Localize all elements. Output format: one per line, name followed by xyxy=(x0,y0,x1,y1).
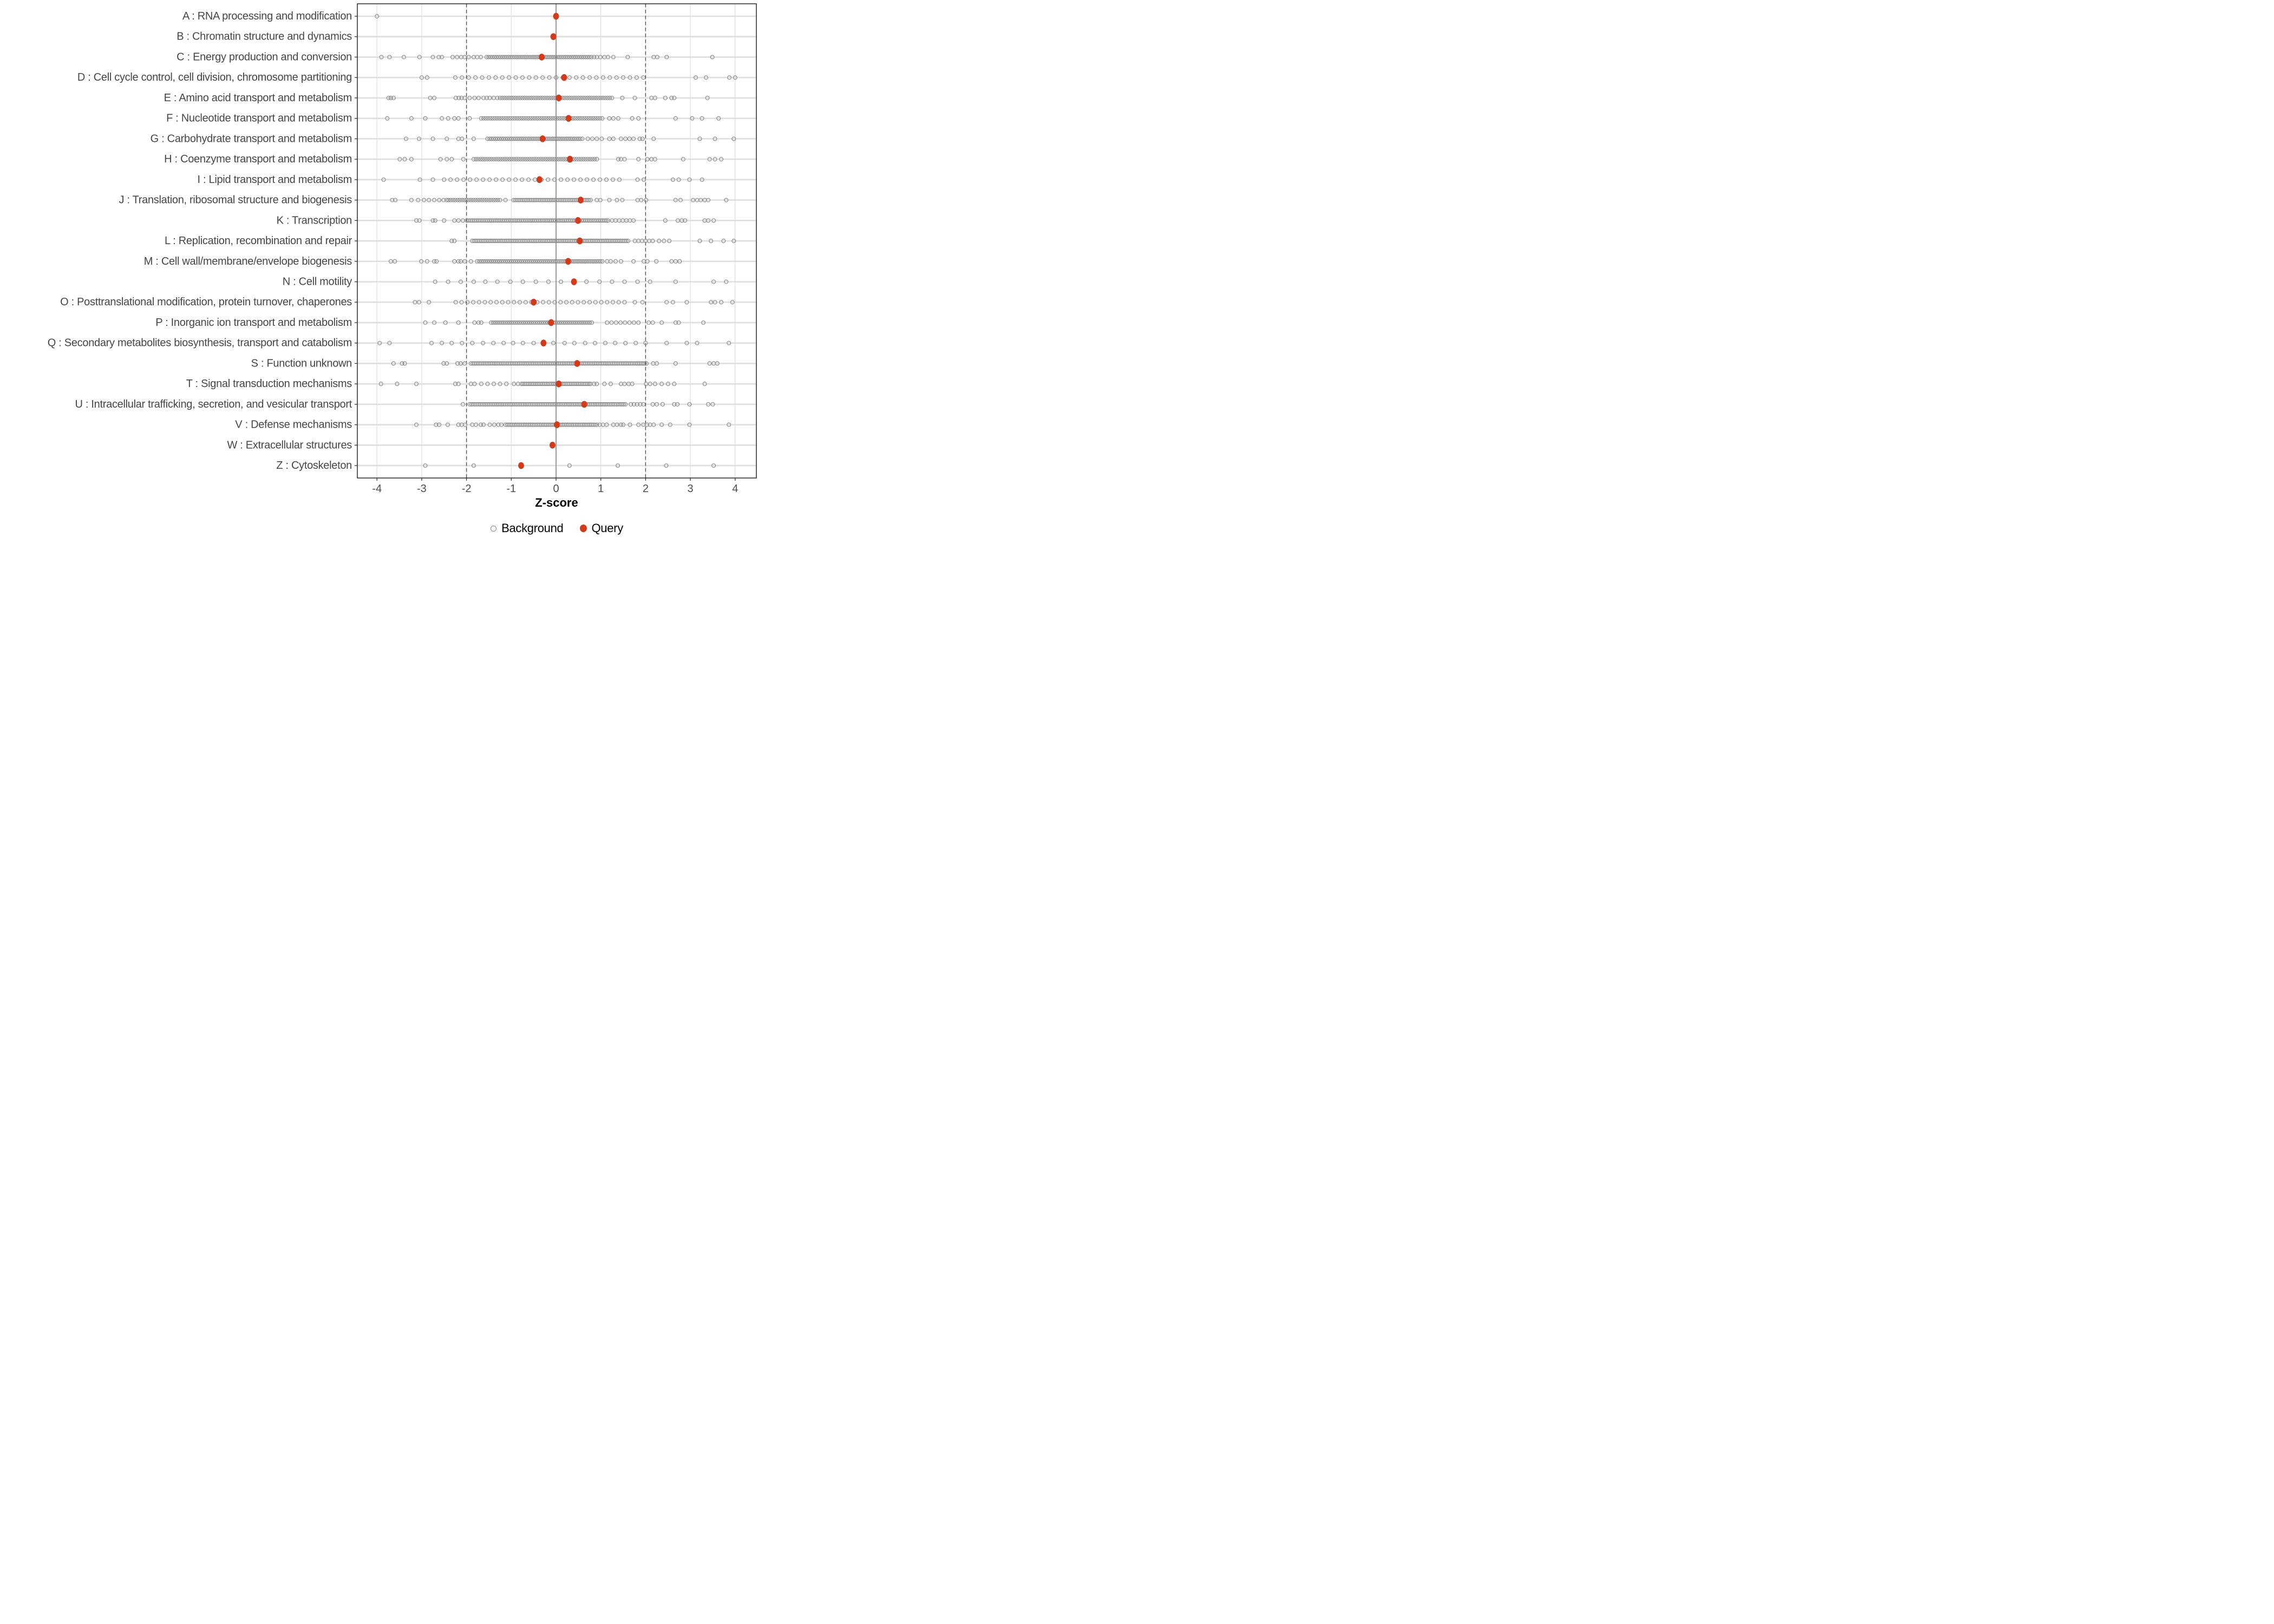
query-point-J xyxy=(578,197,584,204)
query-point-K xyxy=(575,217,581,224)
x-tick-label-3: 3 xyxy=(687,483,694,495)
category-label-V: V : Defense mechanisms xyxy=(235,418,352,431)
category-label-F: F : Nucleotide transport and metabolism xyxy=(166,112,352,125)
category-label-Z: Z : Cytoskeleton xyxy=(276,460,352,472)
query-point-N xyxy=(571,278,577,285)
legend-label-background: Background xyxy=(501,521,564,535)
category-labels-layer xyxy=(48,10,352,472)
x-tick-label--1: -1 xyxy=(506,483,517,495)
category-label-J: J : Translation, ribosomal structure and biogenesis xyxy=(119,194,352,206)
chart-canvas xyxy=(0,0,758,541)
query-point-E xyxy=(556,95,562,102)
category-label-P: P : Inorganic ion transport and metabolism xyxy=(155,316,352,329)
legend-item-query xyxy=(580,521,623,535)
gridlines-layer xyxy=(357,4,756,478)
x-tick-label-0: 0 xyxy=(553,483,559,495)
query-point-H xyxy=(567,156,573,163)
category-label-B: B : Chromatin structure and dynamics xyxy=(177,30,352,43)
x-tick-label-2: 2 xyxy=(642,483,649,495)
category-label-O: O : Posttranslational modification, protein turnover, chaperones xyxy=(60,296,352,309)
query-point-M xyxy=(565,258,571,265)
legend xyxy=(357,521,756,535)
query-point-Z xyxy=(518,462,524,469)
legend-label-query: Query xyxy=(591,521,623,535)
category-label-Q: Q : Secondary metabolites biosynthesis, transport and catabolism xyxy=(47,337,352,349)
axis-ticks-layer xyxy=(355,16,735,481)
cog-zscore-strip-plot xyxy=(0,0,758,541)
category-label-L: L : Replication, recombination and repair xyxy=(164,235,352,247)
query-point-F xyxy=(566,115,572,122)
x-tick-label--3: -3 xyxy=(417,483,427,495)
query-point-A xyxy=(553,13,559,20)
category-label-S: S : Function unknown xyxy=(251,357,352,370)
category-label-N: N : Cell motility xyxy=(282,276,352,288)
category-label-M: M : Cell wall/membrane/envelope biogenesis xyxy=(143,255,352,267)
query-point-S xyxy=(574,360,580,367)
x-tick-label--4: -4 xyxy=(372,483,382,495)
query-point-I xyxy=(537,176,543,184)
query-point-T xyxy=(556,381,562,388)
category-label-C: C : Energy production and conversion xyxy=(177,51,352,63)
x-tick-labels-layer xyxy=(372,483,738,495)
query-point-C xyxy=(539,54,545,61)
x-axis-title: Z-score xyxy=(535,496,578,509)
open-circle-icon xyxy=(491,526,496,532)
category-label-U: U : Intracellular trafficking, secretion, and vesicular transport xyxy=(75,398,352,410)
category-label-G: G : Carbohydrate transport and metabolism xyxy=(150,133,352,145)
query-point-W xyxy=(550,442,556,449)
query-point-L xyxy=(577,238,583,245)
category-label-D: D : Cell cycle control, cell division, chromosome partitioning xyxy=(77,71,352,84)
x-tick-label--2: -2 xyxy=(461,483,472,495)
filled-circle-icon xyxy=(580,525,587,532)
query-point-U xyxy=(581,401,587,408)
category-label-A: A : RNA processing and modification xyxy=(182,10,352,22)
category-label-I: I : Lipid transport and metabolism xyxy=(197,173,352,186)
query-point-O xyxy=(531,299,537,306)
category-label-E: E : Amino acid transport and metabolism xyxy=(164,91,352,104)
category-label-H: H : Coenzyme transport and metabolism xyxy=(164,153,352,166)
query-point-G xyxy=(540,135,546,142)
query-point-Q xyxy=(540,339,546,346)
legend-item-background xyxy=(491,521,563,535)
category-label-K: K : Transcription xyxy=(276,214,352,227)
query-point-P xyxy=(548,319,554,326)
category-label-W: W : Extracellular structures xyxy=(227,439,352,451)
query-point-V xyxy=(554,421,560,428)
x-tick-label-1: 1 xyxy=(598,483,604,495)
x-tick-label-4: 4 xyxy=(732,483,739,495)
category-label-T: T : Signal transduction mechanisms xyxy=(186,378,352,390)
query-point-D xyxy=(561,74,567,81)
query-point-B xyxy=(551,33,557,40)
